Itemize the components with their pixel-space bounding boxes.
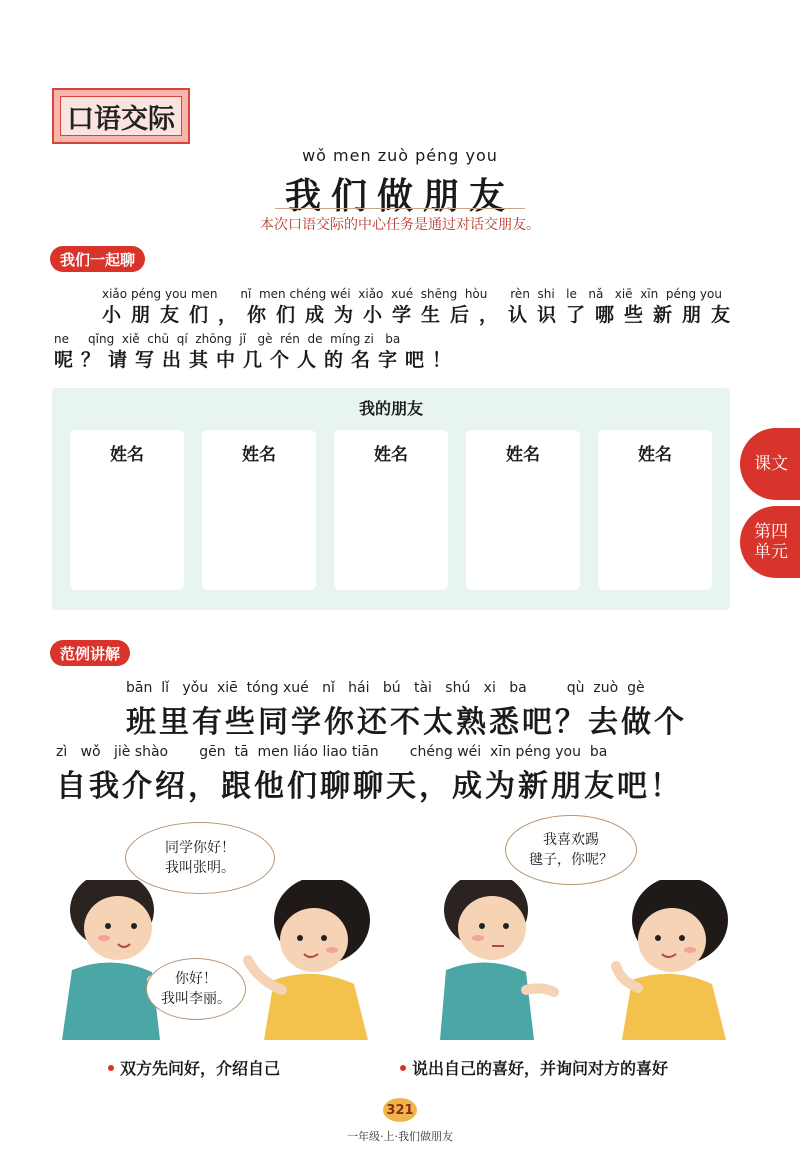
instruction-pinyin-line1: xiǎo péng you men nǐ men chéng wéi xiǎo xué shēng hòu rèn shi le nǎ xiē xīn péng you [102, 287, 722, 301]
bullet-icon [108, 1065, 114, 1071]
caption-right [400, 1056, 668, 1079]
name-card[interactable] [466, 430, 580, 590]
title-pinyin: wǒ men zuò péng you [302, 146, 498, 165]
title-divider [275, 208, 525, 209]
bullet-icon [400, 1065, 406, 1071]
name-card-label: 姓名 [374, 445, 408, 465]
section-tag [52, 88, 190, 144]
caption-left [108, 1056, 280, 1079]
friends-board-title: 我的朋友 [358, 399, 423, 418]
instruction-pinyin-line2: ne qǐng xiě chū qí zhōng jǐ gè rén de míng zi ba [54, 332, 401, 346]
section-tag-label: 口语交际 [60, 96, 182, 136]
example-pinyin-line1: bān lǐ yǒu xiē tóng xué nǐ hái bú tài shú xi ba qù zuò gè [126, 680, 645, 696]
footer-text: 一年级·上·我们做朋友 [347, 1130, 453, 1143]
side-tab-lesson[interactable]: 课文 [740, 428, 800, 500]
name-card-label: 姓名 [506, 445, 540, 465]
instruction-text-line1: 小朋友们，你们成为小学生后，认识了哪些新朋友 [102, 304, 741, 326]
name-card[interactable] [598, 430, 712, 590]
example-text-line2: 自我介绍，跟他们聊聊天，成为新朋友吧！ [56, 769, 683, 804]
name-card[interactable] [70, 430, 184, 590]
section-label-chat [50, 246, 145, 272]
section-label-example [50, 640, 130, 666]
section-label-text: 范例讲解 [60, 644, 121, 663]
friends-board [52, 388, 730, 610]
name-card[interactable] [202, 430, 316, 590]
illustration-hobbies [440, 880, 780, 1040]
caption-right-text: 说出自己的喜好，并询问对方的喜好 [412, 1059, 669, 1078]
example-text-line1: 班里有些同学你还不太熟悉吧？去做个 [126, 705, 687, 740]
side-tab-unit-four[interactable]: 第四 单元 [740, 506, 800, 578]
speech-bubble-lili: 你好！ 我叫李丽。 [146, 958, 246, 1020]
name-card-label: 姓名 [638, 445, 672, 465]
name-card-label: 姓名 [242, 445, 276, 465]
page-subtitle: 本次口语交际的中心任务是通过对话交朋友。 [260, 217, 540, 233]
instruction-text-line2: 呢？请写出其中几个人的名字吧！ [54, 349, 460, 371]
name-card-label: 姓名 [110, 445, 144, 465]
illustration-greeting [52, 880, 392, 1040]
name-card[interactable] [334, 430, 448, 590]
section-label-text: 我们一起聊 [60, 250, 136, 269]
example-pinyin-line2: zì wǒ jiè shào gēn tā men liáo liao tiān chéng wéi xīn péng you ba [56, 744, 608, 760]
speech-bubble-hobby: 我喜欢踢 毽子，你呢？ [505, 815, 637, 885]
page-number: 321 [383, 1098, 417, 1122]
caption-left-text: 双方先问好，介绍自己 [120, 1059, 281, 1078]
page-title: 我们做朋友 [284, 175, 515, 217]
speech-bubble-zhangming: 同学你好！ 我叫张明。 [125, 822, 275, 894]
